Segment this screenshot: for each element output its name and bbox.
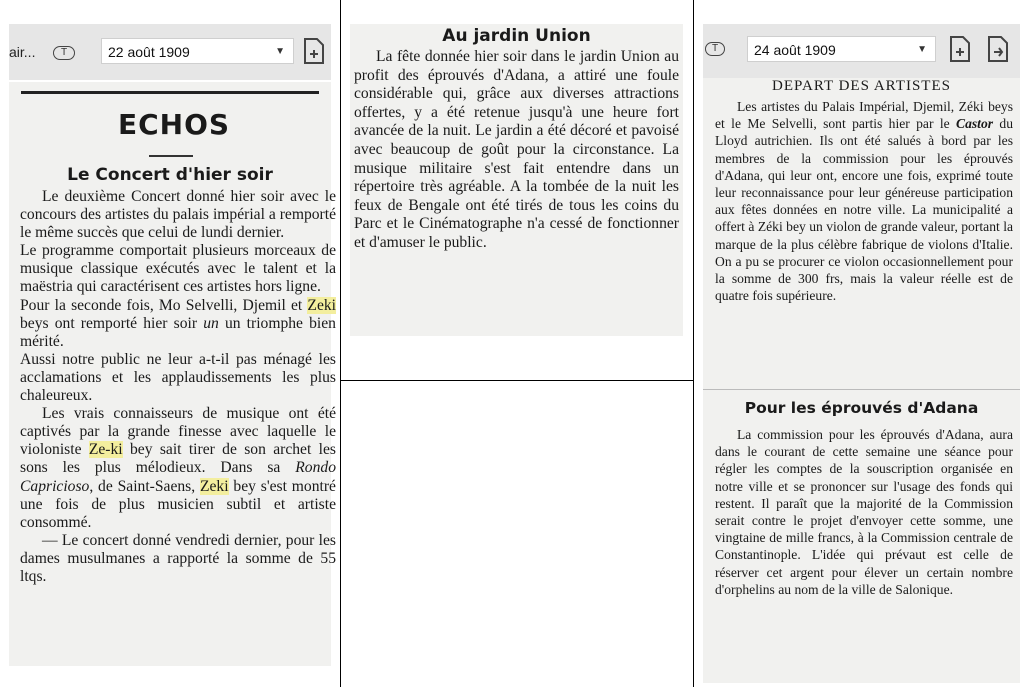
article-body	[20, 188, 336, 586]
highlight: ki	[110, 441, 123, 459]
column-divider-2	[693, 0, 694, 687]
viewer-toolbar-2	[703, 24, 1020, 80]
newspaper-clipping-2	[350, 24, 683, 336]
paragraph: La commission pour les éprouvés d'Adana, aura dans le courant de cette semaine une séance pour régler les comptes de la souscription organisée en notre ville et se prononcer sur l'usage des fonds qui restent. Il paraît que la majorité de la Commission serait contre le projet d'envoyer cette somme, une vingtaine de mille francs, à la Commission centrale de Constantinople. L'idée qui prévaut est celle de réserver cet argent pour élever un certain nombre d'orphelins au nom de la ville de Salonique.	[715, 427, 1013, 597]
paragraph: Le programme comportait plusieurs morceaux de musique classique exécutés avec le talent et la maëstria qui caractérisent ces artistes hors ligne.	[20, 242, 336, 296]
row-divider	[340, 380, 693, 381]
paragraph: La fête donnée hier soir dans le jardin Union au profit des éprouvés d'Adana, a attiré une foule considérable qui, grâce aux diverses attractions offertes, y a été retenue jusqu'à une heure fort avancée de la nuit. Le jardin a été décoré et pavoisé avec beaucoup de goût pour la circonstance. La musique militaire s'est fait entendre dans un répertoire très agréable. A la tombée de la nuit les feux de Bengale ont été tirés de tous les coins du Parc et le Cinématographe n'a cessé de fonctionner et d'amuser le public.	[354, 48, 679, 251]
text-run: un triomphe bien mérité.	[20, 314, 336, 350]
date-value: 22 août 1909	[108, 44, 190, 60]
chevron-down-icon: ▼	[917, 44, 927, 55]
article-title: Au jardin Union	[442, 26, 591, 46]
paragraph: Aussi notre public ne leur a-t-il pas ménagé les acclamations et les applaudissements les plus chaleureux.	[20, 350, 336, 405]
section-title: ECHOS	[117, 108, 231, 141]
text-run: Les vrais connaisseurs de musique ont été captivés par la grande finesse avec laquelle le violoniste	[20, 405, 336, 459]
date-value: 24 août 1909	[754, 42, 836, 58]
article-separator	[703, 389, 1020, 390]
ornament-rule	[21, 91, 319, 94]
column-divider-1	[340, 0, 341, 687]
article-title: Le Concert d'hier soir	[67, 165, 273, 185]
export-document-icon[interactable]	[987, 36, 1009, 62]
highlight: Zeki	[307, 296, 336, 314]
article-title: Pour les éprouvés d'Adana	[744, 399, 979, 417]
highlight: Ze-	[88, 441, 111, 459]
ship-name: Castor	[956, 116, 994, 132]
text-run: bey s'est montré une fois de plus musicien subtil et artiste consommé.	[20, 477, 336, 531]
paragraph: Le deuxième Concert donné hier soir avec le concours des artistes du palais impérial a remporté le même succès que celui de lundi dernier.	[20, 188, 336, 242]
article-title: DEPART DES ARTISTES	[772, 78, 951, 94]
title-dash	[149, 155, 193, 157]
chevron-down-icon: ▼	[275, 46, 285, 57]
italic-title: Rondo Capricioso	[20, 459, 336, 495]
viewer-toolbar-1	[9, 24, 331, 80]
paragraph	[715, 98, 1013, 304]
text-run: Les artistes du Palais Impérial, Djemil, Zéki beys et le Me Selvelli, sont partis hier par le	[715, 99, 1013, 132]
date-select[interactable]	[747, 36, 936, 62]
text-run: beys ont remporté hier soir	[20, 314, 198, 332]
cut-label: air...	[9, 44, 36, 60]
paragraph: — Le concert donné vendredi dernier, pour les dames musulmanes a rapporté la somme de 55 ltqs.	[20, 531, 336, 585]
tag-icon[interactable]: T	[705, 42, 725, 56]
italic-word: un	[203, 314, 219, 332]
date-select[interactable]	[101, 38, 294, 64]
text-run: Pour la seconde fois, Mo Selvelli, Djemil et	[20, 296, 303, 314]
article-body	[715, 426, 1013, 598]
newspaper-clipping-3	[703, 78, 1020, 683]
tag-icon[interactable]: T	[53, 46, 75, 60]
paragraph	[20, 405, 336, 532]
newspaper-clipping-1	[9, 82, 336, 666]
text-run: bey sait tirer de son archet les sons les plus mélodieux. Dans sa	[20, 441, 336, 477]
text-run: , de Saint-Saens,	[89, 477, 196, 495]
text-run: du Lloyd autrichien. Ils ont été salués à bord par les membres de la commission pour les éprouvés d'Adana, qui leur ont, encore une fois, exprimé toute leur reconnaissance pour leur généreuse participation aux fêtes données en notre ville. La municipalité a offert à Zéki bey un violon de grande valeur, portant la marque de la plus célèbre fabrique de violons d'Italie. On a pu se procurer ce violon occasionnellement pour la somme de 300 frs, mais la valeur réelle est de quatre fois supérieure.	[715, 116, 1013, 304]
highlight: Zeki	[199, 477, 229, 495]
article-body	[354, 48, 679, 253]
article-body	[715, 98, 1013, 304]
add-document-icon[interactable]	[303, 38, 325, 64]
paragraph	[20, 297, 336, 351]
add-document-icon[interactable]	[949, 36, 971, 62]
